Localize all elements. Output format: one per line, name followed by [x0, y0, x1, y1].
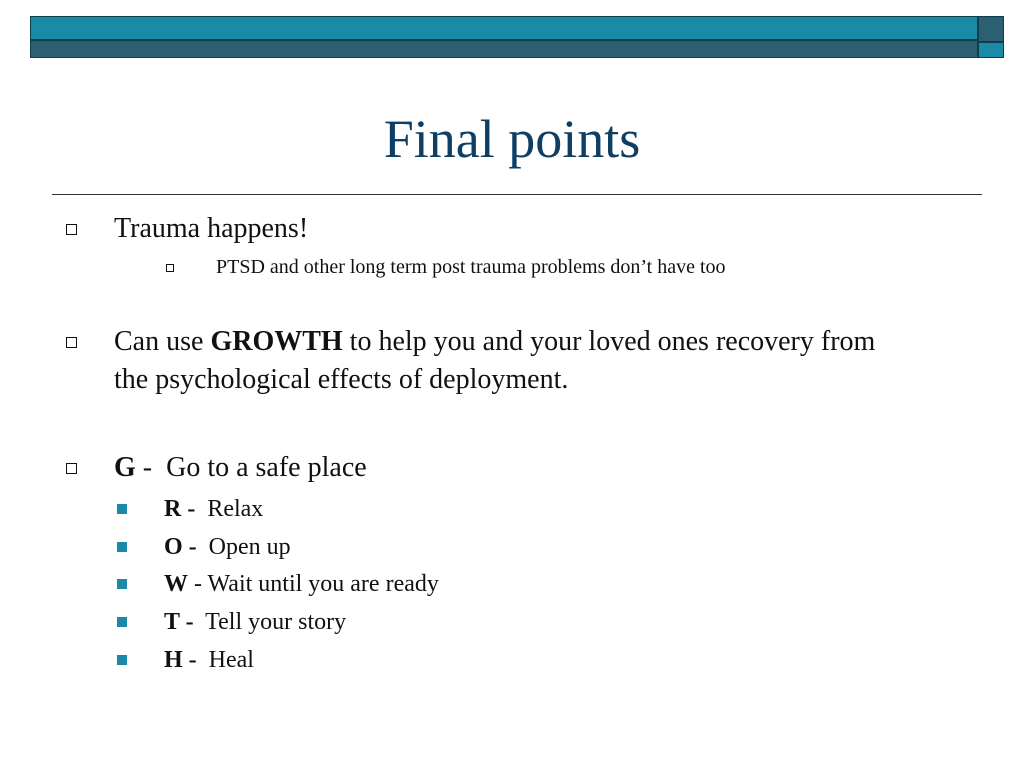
growth-keyword: GROWTH — [210, 326, 343, 357]
title-divider — [52, 194, 982, 195]
sub-bullet-ptsd: PTSD and other long term post trauma problems don’t have too — [216, 256, 726, 278]
growth-item-h: H - Heal — [164, 647, 254, 673]
small-hollow-square-icon — [166, 264, 174, 272]
filled-square-icon — [117, 579, 127, 589]
slide-title: Final points — [383, 109, 641, 169]
bullet-growth-usage: Can use GROWTH to help you and your loved ones recovery from the psychological effects of deployment. — [114, 326, 876, 395]
header-band-bottom — [30, 40, 978, 58]
bullet-trauma-happens: Trauma happens! — [114, 213, 309, 244]
header-square-bottom — [978, 42, 1004, 58]
bullet-g-safe-place: G - Go to a safe place — [114, 452, 367, 483]
filled-square-icon — [117, 655, 127, 665]
growth-item-t: T - Tell your story — [164, 609, 347, 635]
hollow-square-icon — [66, 224, 77, 235]
growth-item-o: O - Open up — [164, 534, 291, 560]
header-band-top — [30, 16, 978, 40]
hollow-square-icon — [66, 463, 77, 474]
growth-item-r: R - Relax — [164, 496, 264, 522]
hollow-square-icon — [66, 337, 77, 348]
growth-item-w: W - Wait until you are ready — [164, 571, 439, 597]
filled-square-icon — [117, 542, 127, 552]
header-square-top — [978, 16, 1004, 42]
filled-square-icon — [117, 504, 127, 514]
filled-square-icon — [117, 617, 127, 627]
